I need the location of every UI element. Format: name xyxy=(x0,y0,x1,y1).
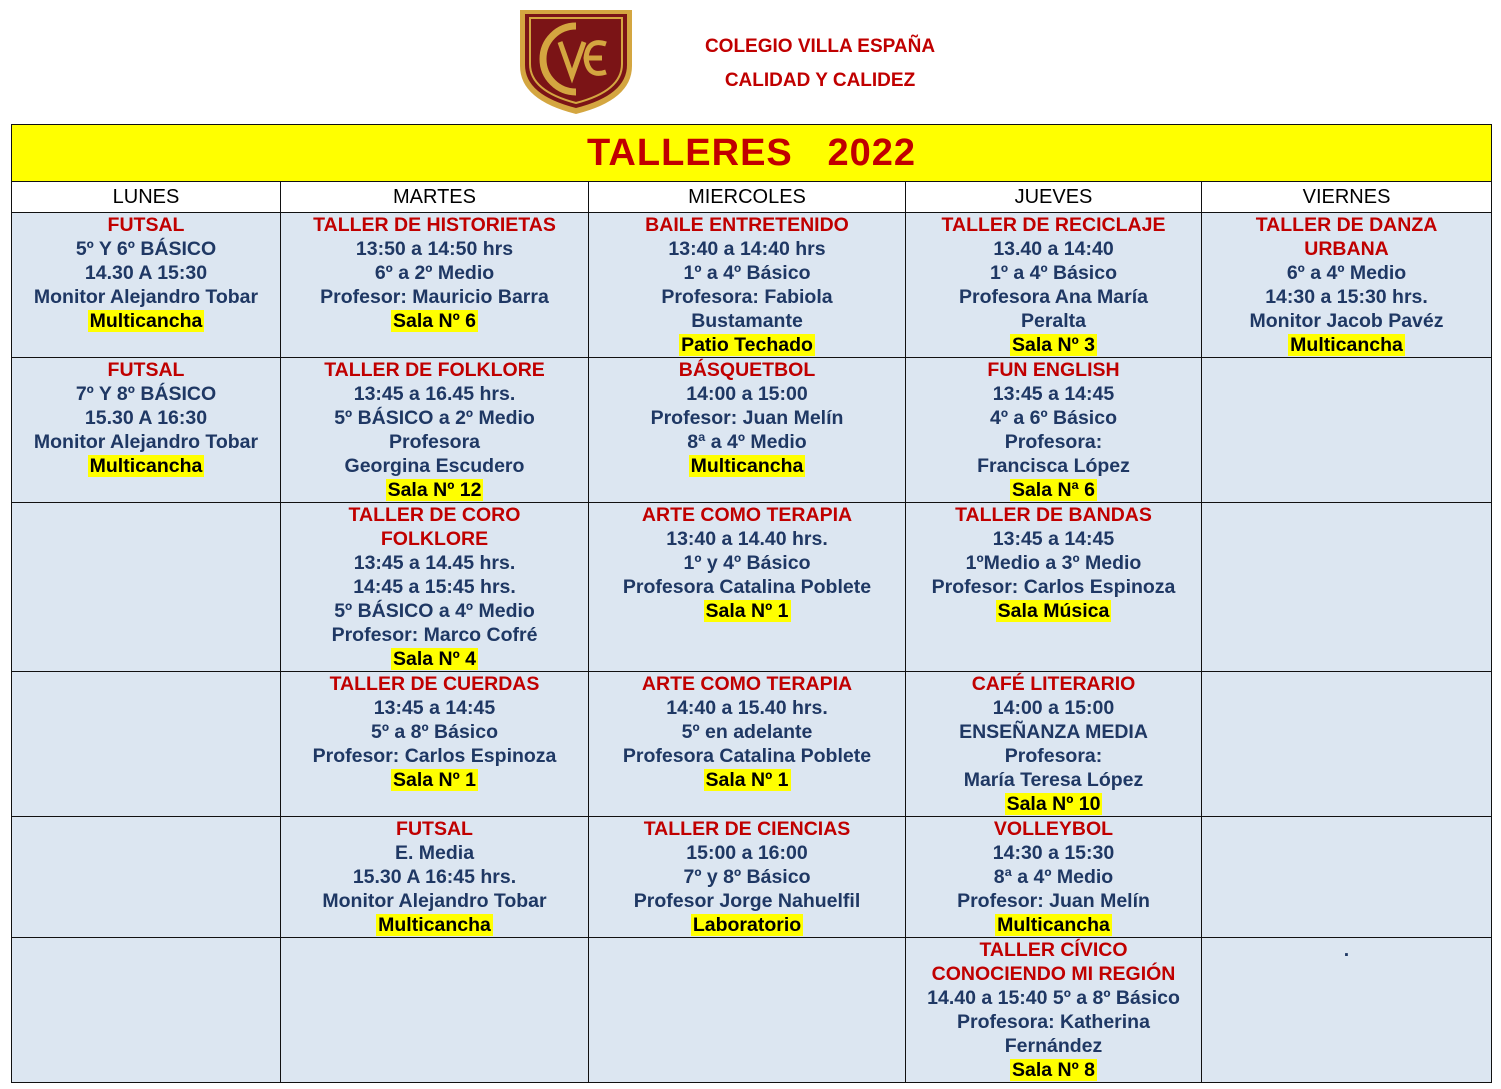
workshop-detail: Bustamante xyxy=(691,310,803,332)
day-header-jueves: JUEVES xyxy=(906,182,1202,213)
workshop-detail: 14.40 a 15:40 5º a 8º Básico xyxy=(927,987,1180,1009)
workshop-location xyxy=(906,599,1201,623)
day-header-viernes: VIERNES xyxy=(1202,182,1492,213)
location-highlight: Sala Nº 1 xyxy=(705,769,789,791)
location-highlight: Sala Nº 6 xyxy=(393,310,476,332)
workshop-title: FUTSAL xyxy=(396,818,473,840)
workshop-detail: 5º Y 6º BÁSICO xyxy=(75,238,217,260)
workshop-cell-viernes xyxy=(1202,672,1492,817)
workshop-detail: 5º a 8º Básico xyxy=(371,721,498,743)
workshop-location xyxy=(589,333,905,357)
workshop-detail: 4º a 6º Básico xyxy=(990,407,1117,429)
workshop-location xyxy=(906,478,1201,502)
workshop-title: TALLER DE BANDAS xyxy=(955,504,1152,526)
schedule-row xyxy=(12,938,1492,1083)
location-highlight: Multicancha xyxy=(89,310,203,332)
workshop-detail: 5º BÁSICO a 4º Medio xyxy=(334,600,535,622)
workshop-title: BÁSQUETBOL xyxy=(678,359,816,381)
workshop-cell-jueves xyxy=(906,938,1202,1083)
workshop-title: TALLER DE CIENCIAS xyxy=(643,818,851,840)
workshop-detail: 13:45 a 14:45 xyxy=(373,697,496,719)
workshop-cell-viernes xyxy=(1202,358,1492,503)
workshop-detail: 14:45 a 15:45 hrs. xyxy=(353,576,516,598)
workshop-title: FOLKLORE xyxy=(380,528,489,550)
workshop-location xyxy=(12,454,280,478)
workshop-detail: 5º en adelante xyxy=(681,721,813,743)
workshop-detail: Monitor Alejandro Tobar xyxy=(33,431,259,453)
workshop-detail: 1º a 4º Básico xyxy=(990,262,1117,284)
workshop-detail: Monitor Jacob Pavéz xyxy=(1249,310,1444,332)
workshop-location xyxy=(281,913,588,937)
workshop-detail: Fernández xyxy=(1004,1035,1103,1057)
workshop-detail: Profesor: Marco Cofré xyxy=(331,624,538,646)
workshop-detail: 13:45 a 14.45 hrs. xyxy=(353,552,516,574)
workshop-title: TALLER DE HISTORIETAS xyxy=(313,214,556,236)
workshop-title: TALLER DE CORO xyxy=(348,504,521,526)
location-highlight: Sala Nº 12 xyxy=(387,479,482,501)
workshop-detail: 1º a 4º Básico xyxy=(683,262,811,284)
workshop-location xyxy=(281,478,588,502)
workshop-location xyxy=(589,913,905,937)
workshop-detail: 7º Y 8º BÁSICO xyxy=(75,383,217,405)
workshop-cell-jueves xyxy=(906,817,1202,938)
school-name: COLEGIO VILLA ESPAÑA xyxy=(704,36,936,57)
day-header-lunes: LUNES xyxy=(12,182,281,213)
workshop-detail: 8ª a 4º Medio xyxy=(993,866,1114,888)
workshop-cell-miercoles xyxy=(589,938,906,1083)
day-header-miercoles: MIERCOLES xyxy=(589,182,906,213)
workshop-detail: 15.30 A 16:30 xyxy=(84,407,208,429)
workshop-detail: 13:40 a 14:40 hrs xyxy=(668,238,826,260)
schedule-row xyxy=(12,672,1492,817)
schedule-title: TALLERES 2022 xyxy=(12,125,1492,182)
workshop-detail: E. Media xyxy=(394,842,475,864)
workshop-cell-lunes xyxy=(12,503,281,672)
workshop-detail: 1º y 4º Básico xyxy=(683,552,811,574)
workshop-title: VOLLEYBOL xyxy=(993,818,1114,840)
workshop-detail: 14:00 a 15:00 xyxy=(992,697,1115,719)
location-highlight: Multicancha xyxy=(89,455,203,477)
workshop-detail: Georgina Escudero xyxy=(344,455,525,477)
workshop-detail: 8ª a 4º Medio xyxy=(687,431,807,453)
workshop-detail: Monitor Alejandro Tobar xyxy=(33,286,259,308)
location-highlight: Multicancha xyxy=(1290,334,1403,356)
workshop-detail: 1ºMedio a 3º Medio xyxy=(965,552,1142,574)
school-motto: CALIDAD Y CALIDEZ xyxy=(724,70,916,91)
workshop-detail: 13:45 a 14:45 xyxy=(992,383,1115,405)
workshop-detail: . xyxy=(1343,939,1350,961)
workshop-detail: 14.30 A 15:30 xyxy=(84,262,208,284)
workshop-detail: 15.30 A 16:45 hrs. xyxy=(352,866,517,888)
workshop-cell-lunes xyxy=(12,213,281,358)
workshop-location xyxy=(281,309,588,333)
workshop-detail: Profesora: Katherina xyxy=(957,1011,1150,1033)
workshop-detail: 14:30 a 15:30 xyxy=(992,842,1115,864)
workshop-title: TALLER DE RECICLAJE xyxy=(941,214,1166,236)
workshop-detail: 14:30 a 15:30 hrs. xyxy=(1265,286,1428,308)
workshop-location xyxy=(906,792,1201,816)
workshop-location xyxy=(589,768,905,792)
workshop-cell-martes xyxy=(281,503,589,672)
workshop-detail: Profesor: Juan Melín xyxy=(957,890,1150,912)
workshop-detail: Monitor Alejandro Tobar xyxy=(322,890,547,912)
workshop-location xyxy=(12,309,280,333)
workshop-detail: 13:45 a 16.45 hrs. xyxy=(353,383,516,405)
school-logo xyxy=(516,8,636,116)
workshop-cell-jueves xyxy=(906,503,1202,672)
workshop-title: CONOCIENDO MI REGIÓN xyxy=(931,963,1176,985)
workshop-cell-lunes xyxy=(12,358,281,503)
location-highlight: Sala Nº 10 xyxy=(1006,793,1101,815)
workshop-cell-miercoles xyxy=(589,358,906,503)
workshop-title: TALLER CÍVICO xyxy=(979,939,1128,961)
location-highlight: Sala Nº 8 xyxy=(1012,1059,1095,1081)
workshop-cell-martes xyxy=(281,672,589,817)
location-highlight: Patio Techado xyxy=(681,334,813,356)
workshop-cell-martes xyxy=(281,817,589,938)
workshop-location xyxy=(589,599,905,623)
workshop-cell-martes xyxy=(281,938,589,1083)
workshop-detail: Profesor Jorge Nahuelfil xyxy=(633,890,861,912)
workshop-detail: 14:00 a 15:00 xyxy=(686,383,808,405)
workshop-cell-martes xyxy=(281,213,589,358)
workshop-detail: Profesora Catalina Poblete xyxy=(622,576,872,598)
workshop-cell-miercoles xyxy=(589,672,906,817)
location-highlight: Sala Nª 6 xyxy=(1011,479,1096,501)
workshop-title: TALLER DE CUERDAS xyxy=(329,673,540,695)
location-highlight: Sala Música xyxy=(997,600,1110,622)
workshop-location xyxy=(906,913,1201,937)
workshop-location xyxy=(589,454,905,478)
workshop-detail: María Teresa López xyxy=(963,769,1144,791)
location-highlight: Multicancha xyxy=(997,914,1110,936)
workshop-cell-lunes xyxy=(12,938,281,1083)
workshop-detail: Profesora: Fabiola xyxy=(661,286,833,308)
workshop-cell-martes xyxy=(281,358,589,503)
workshop-detail: 13:40 a 14.40 hrs. xyxy=(666,528,828,550)
workshop-cell-lunes xyxy=(12,672,281,817)
location-highlight: Sala Nº 1 xyxy=(393,769,476,791)
location-highlight: Multicancha xyxy=(690,455,804,477)
workshop-detail: 5º BÁSICO a 2º Medio xyxy=(334,407,535,429)
workshop-title: ARTE COMO TERAPIA xyxy=(641,673,853,695)
location-highlight: Multicancha xyxy=(378,914,491,936)
workshop-cell-miercoles xyxy=(589,503,906,672)
workshop-cell-jueves xyxy=(906,213,1202,358)
workshop-location xyxy=(906,333,1201,357)
workshop-detail: Profesora Catalina Poblete xyxy=(622,745,872,767)
schedule-row xyxy=(12,213,1492,358)
workshop-detail: Profesor: Mauricio Barra xyxy=(320,286,549,308)
workshop-detail: Profesora: xyxy=(1004,745,1103,767)
workshop-detail: 14:40 a 15.40 hrs. xyxy=(666,697,828,719)
location-highlight: Sala Nº 4 xyxy=(393,648,476,670)
schedule-table xyxy=(11,124,1492,1083)
workshop-title: TALLER DE DANZA xyxy=(1255,214,1438,236)
workshop-location xyxy=(281,647,588,671)
workshop-detail: 13:45 a 14:45 xyxy=(992,528,1115,550)
workshop-detail: 6º a 4º Medio xyxy=(1286,262,1407,284)
workshop-cell-viernes xyxy=(1202,213,1492,358)
workshop-detail: Profesora: xyxy=(1004,431,1103,453)
workshop-cell-miercoles xyxy=(589,817,906,938)
location-highlight: Sala Nº 3 xyxy=(1012,334,1095,356)
workshop-title: FUTSAL xyxy=(107,359,185,381)
workshop-cell-viernes xyxy=(1202,503,1492,672)
workshop-location xyxy=(281,768,588,792)
workshop-location xyxy=(1202,333,1491,357)
workshop-cell-viernes xyxy=(1202,817,1492,938)
workshop-title: FUN ENGLISH xyxy=(987,359,1120,381)
schedule-row xyxy=(12,358,1492,503)
location-highlight: Laboratorio xyxy=(692,914,802,936)
workshop-detail: 15:00 a 16:00 xyxy=(686,842,808,864)
workshop-title: ARTE COMO TERAPIA xyxy=(641,504,853,526)
workshop-title: BAILE ENTRETENIDO xyxy=(645,214,849,236)
workshop-title: URBANA xyxy=(1304,238,1389,260)
location-highlight: Sala Nº 1 xyxy=(705,600,789,622)
workshop-detail: Profesor: Carlos Espinoza xyxy=(931,576,1176,598)
day-header-row xyxy=(12,182,1492,213)
workshop-location xyxy=(906,1058,1201,1082)
workshop-detail: Profesora xyxy=(388,431,481,453)
workshop-cell-jueves xyxy=(906,358,1202,503)
workshop-detail: ENSEÑANZA MEDIA xyxy=(959,721,1148,743)
workshop-detail: 6º a 2º Medio xyxy=(374,262,495,284)
workshop-detail: 7º y 8º Básico xyxy=(683,866,811,888)
schedule-row xyxy=(12,817,1492,938)
workshop-title: FUTSAL xyxy=(107,214,185,236)
workshop-detail: Peralta xyxy=(1020,310,1087,332)
day-header-martes: MARTES xyxy=(281,182,589,213)
page-header xyxy=(0,0,1501,122)
workshop-detail: Francisca López xyxy=(977,455,1130,477)
workshop-detail: Profesor: Carlos Espinoza xyxy=(312,745,557,767)
schedule-row xyxy=(12,503,1492,672)
workshop-detail: Profesora Ana María xyxy=(959,286,1148,308)
workshop-detail: Profesor: Juan Melín xyxy=(650,407,844,429)
workshop-cell-lunes xyxy=(12,817,281,938)
workshop-cell-jueves xyxy=(906,672,1202,817)
workshop-title: CAFÉ LITERARIO xyxy=(971,673,1136,695)
workshop-detail: 13:50 a 14:50 hrs xyxy=(355,238,514,260)
workshop-detail: 13.40 a 14:40 xyxy=(993,238,1114,260)
workshop-cell-miercoles xyxy=(589,213,906,358)
workshop-title: TALLER DE FOLKLORE xyxy=(324,359,545,381)
workshop-cell-viernes xyxy=(1202,938,1492,1083)
